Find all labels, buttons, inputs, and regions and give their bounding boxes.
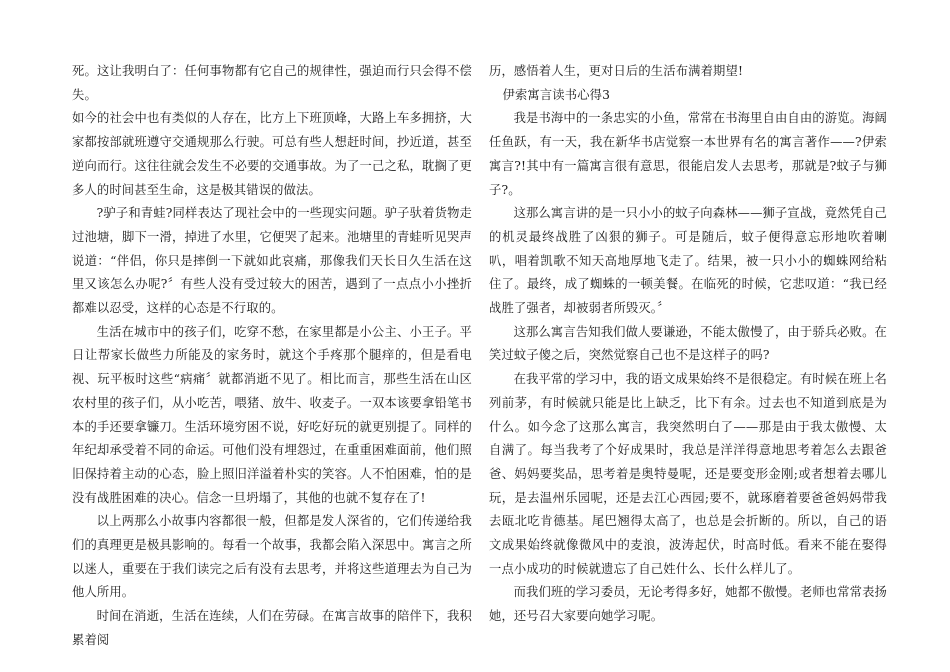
left-column (72, 60, 472, 653)
right-column (489, 60, 887, 629)
paragraph: 历，感悟着人生，更对日后的生活布满着期望! (489, 64, 744, 78)
paragraph: 这那么寓言告知我们做人要谦逊，不能太傲慢了，由于骄兵必败。在笑过蚊子傻之后，突然觉察自己也不是这样子的吗? (489, 324, 888, 363)
paragraph: 如今的社会中也有类似的人存在，比方上下班顶峰，大路上车多拥挤，大家都按部就班遵守交通规那么行驶。可总有些人想赶时间，抄近道，甚至逆向而行。这往往就会发生不必要的交通事故。为了一己之私，耽搁了更多人的时间甚至生命，这是极其错误的做法。 (72, 111, 472, 197)
paragraph: ?驴子和青蛙?同样表达了现社会中的一些现实问题。驴子驮着货物走过池塘，脚下一滑，掉进了水里，它便哭了起来。池塘里的青蛙听见哭声说道：“伴侣，你只是摔倒一下就如此哀痛，那像我们天长日久生活在这里又该怎么办呢?〞有些人没有受过较大的困苦，遇到了一点点小小挫折都难以忍受，这样的心态是不行取的。 (72, 206, 472, 316)
paragraph: 时间在消逝，生活在连续，人们在劳碌。在寓言故事的陪伴下，我积累着阅 (72, 609, 472, 647)
paragraph: 而我们班的学习委员，无论考得多好，她都不傲慢。老师也常常表扬她，还号召大家要向她学习呢。 (489, 585, 888, 624)
paragraph: 我是书海中的一条忠实的小鱼，常常在书海里自由自由的游览。海阔任鱼跃，有一天，我在新华书店觉察一本世界有名的寓言著作——?伊索寓言?!其中有一篇寓言很有意思，很能启发人去思考，那就是?蚊子与狮子?。 (489, 111, 888, 197)
paragraph: 这那么寓言讲的是一只小小的蚊子向森林——狮子宣战，竟然凭自己的机灵最终战胜了凶狠的狮子。可是随后，蚊子便得意忘形地吹着喇叭，唱着凯歌不知天高地厚地飞走了。结果，被一只小小的蜘蛛网给粘住了。最终，成了蜘蛛的一顿美餐。在临死的时候，它悲叹道：“我已经战胜了强者，却被弱者所毁灭。〞 (489, 206, 888, 316)
section-title: 伊索寓言读书心得3 (502, 87, 611, 102)
paragraph: 在我平常的学习中，我的语文成果始终不是很稳定。有时候在班上名列前茅，有时候就只能是比上缺乏，比下有余。过去也不知道到底是为什么。如今念了这那么寓言，我突然明白了——那是由于我太傲慢、太自满了。每当我考了个好成果时，我总是洋洋得意地思考着怎么去跟爸爸、妈妈要奖品，思考着是奥特曼呢，还是要变形金刚;或者想着去哪儿玩，是去温州乐园呢，还是去江心西园;要不，就琢磨着要爸爸妈妈带我去瓯北吃肯德基。尾巴翘得太高了，也总是会折断的。所以，自己的语文成果始终就像微风中的麦浪，波涛起伏，时高时低。看来不能在娶得一点小成功的时候就遗忘了自己姓什么、长什么样儿了。 (489, 372, 888, 576)
paragraph: 以上两那么小故事内容都很一般，但都是发人深省的，它们传递给我们的真理更是极具影响的。每看一个故事，我都会陷入深思中。寓言之所以迷人，重要在于我们读完之后有没有去思考，并将这些道理去为自己为他人所用。 (72, 514, 472, 600)
paragraph: 生活在城市中的孩子们，吃穿不愁，在家里都是小公主、小王子。平日让帮家长做些力所能及的家务时，就这个手疼那个腿痒的，但是看电视、玩平板时这些“病痛〞就都消逝不见了。相比而言，那些生活在山区农村里的孩子们，从小吃苦，喂猪、放牛、收麦子。一双本该要拿铅笔书本的手还要拿镰刀。生活环境穷困不说，好吃好玩的就更别提了。同样的年纪却承受着不同的命运。可他们没有埋怨过，在重重困难面前，他们照旧保持着主动的心态，脸上照旧洋溢着朴实的笑容。人不怕困难，怕的是没有战胜困难的决心。信念一旦坍塌了，其他的也就不复存在了! (72, 324, 472, 505)
paragraph: 死。这让我明白了：任何事物都有它自己的规律性，强迫而行只会得不偿失。 (72, 64, 472, 102)
